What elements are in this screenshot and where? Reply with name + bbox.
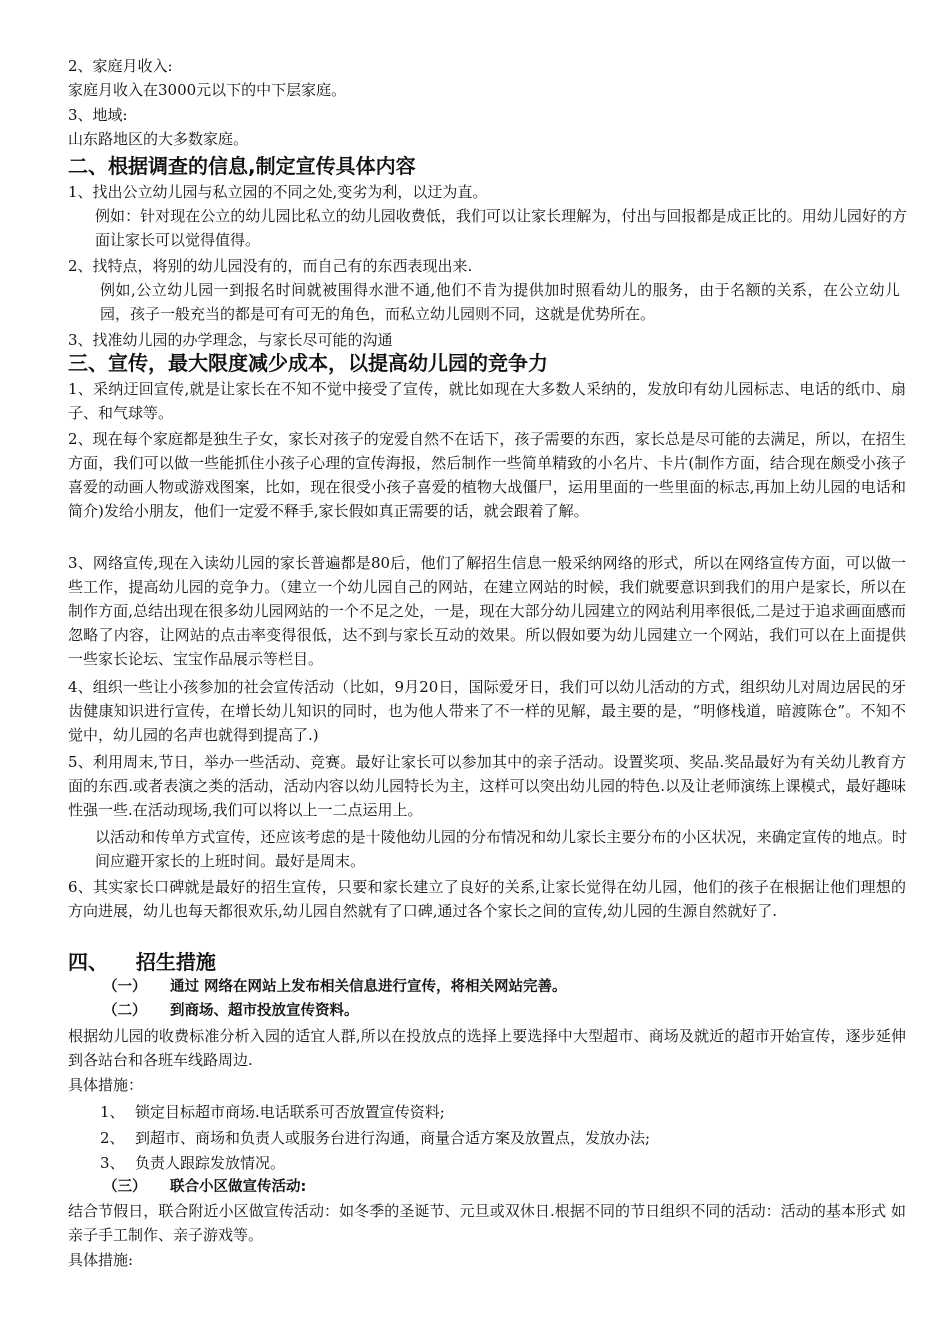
s3-item-1-text: 1、采纳迂回宣传,就是让家长在不知不觉中接受了宣传，就比如现在大多数人采纳的，发放印有幼儿园标志、电话的纸巾、扇子、和气球等。 [68,380,906,422]
income-text: 家庭月收入在3000元以下的中下层家庭。 [68,81,347,99]
s3-item-1 [68,377,906,425]
s3-item-3: 3、网络宣传,现在入读幼儿园的家长普遍都是80后，他们了解招生信息一般采纳网络的形式，所以在网络宣传方面，可以做一些工作，提高幼儿园的竞争力。（建立一个幼儿园自己的网站，在建立网站的时候，我们就要意识到我们的用户是家长，所以在制作方面,总结出现在很多幼儿园网站的一个不足之处，一是，现在大部分幼儿园建立的网站利用率很低,二是过于追求画面感而忽略了内容，让网站的点击率变得很低，达不到与家长互动的效果。所以假如要为幼儿园建立一个网站，我们可以在上面提供一些家长论坛、宝宝作品展示等栏目。 [68,554,906,668]
region-label: 3、地域: [68,106,128,124]
s4-b-number: （二） [103,1003,147,1019]
s2-item-2-example: 例如,公立幼儿园一到报名时间就被围得水泄不通,他们不肯为提供加时照看幼儿的服务，由于名额的关系，在公立幼儿园，孩子一般充当的都是可有可无的角色，而私立幼儿园则不同，这就是优势所在。 [100,281,900,323]
measure-3-text: 负责人跟踪发放情况。 [135,1154,286,1172]
s2-item-1-example: 例如：针对现在公立的幼儿园比私立的幼儿园收费低，我们可以让家长理解为，付出与回报都是成正比的。用幼儿园好的方面让家长可以觉得值得。 [95,207,907,249]
s4-c-number: （三） [103,1179,147,1195]
s3-item-2: 2、现在每个家庭都是独生子女，家长对孩子的宠爱自然不在话下，孩子需要的东西，家长总是尽可能的去满足，所以，在招生方面，我们可以做一些能抓住小孩子心理的宣传海报，然后制作一些简单精致的小名片、卡片(制作方面，结合现在颇受小孩子喜爱的动画人物或游戏图案，比如，现在很受小孩子喜爱的植物大战僵尸，运用里面的一些里面的标志,再加上幼儿园的电话和简介)发给小朋友，他们一定爱不释手,家长假如真正需要的话，就会跟着了解。 [68,430,906,520]
measure-1-text: 锁定目标超市商场.电话联系可否放置宣传资料; [135,1103,445,1121]
s3-item-6: 6、其实家长口碑就是最好的招生宣传，只要和家长建立了良好的关系,让家长觉得在幼儿园，他们的孩子在根据让他们理想的方向进展，幼儿也每天都很欢乐,幼儿园自然就有了口碑,通过各个家长之间的宣传,幼儿园的生源自然就好了. [68,878,906,920]
s4-a-text: 通过 网络在网站上发布相关信息进行宣传，将相关网站完善。 [170,979,567,995]
s4-b-description: 根据幼儿园的收费标准分析入园的适宜人群,所以在投放点的选择上要选择中大型超市、商场及就近的超市开始宣传，逐步延伸到各站台和各班车线路周边. [68,1027,906,1069]
s4-a-number: （一） [103,979,147,995]
section-3-heading: 三、宣传，最大限度减少成本，以提高幼儿园的竞争力 [68,351,548,375]
measures-label-1: 具体措施： [68,1076,144,1094]
income-label: 2、家庭月收入: [68,57,173,75]
region-text: 山东路地区的大多数家庭。 [68,130,249,148]
measure-2-number: 2、 [100,1129,125,1147]
measure-1-number: 1、 [100,1103,125,1121]
section-4-heading: 四、 招生措施 [68,950,216,974]
s4-b-title: 到商场、超市投放宣传资料。 [170,1003,359,1019]
s3-item-5: 5、利用周末,节日，举办一些活动、竞赛。最好让家长可以参加其中的亲子活动。设置奖项、奖品.奖品最好为有关幼儿教育方面的东西.或者表演之类的活动，活动内容以幼儿园特长为主，这样可以突出幼儿园的特色.以及让老师演练上课模式，最好趣味性强一些.在活动现场,我们可以将以上一二点运用上。 [68,753,906,819]
s3-item-4: 4、组织一些让小孩参加的社会宣传活动（比如，9月20日，国际爱牙日，我们可以幼儿活动的方式，组织幼儿对周边居民的牙齿健康知识进行宣传，在增长幼儿知识的同时，也为他人带来了不一样的见解，最主要的是，“明修栈道，暗渡陈仓”。不知不觉中，幼儿园的名声也就得到提高了.) [68,678,906,744]
s2-item-1: 1、找出公立幼儿园与私立园的不同之处,变劣为利，以迂为直。 [68,183,488,201]
measures-label-2: 具体措施: [68,1251,134,1269]
s4-c-description: 结合节假日，联合附近小区做宣传活动：如冬季的圣诞节、元旦或双休日.根据不同的节日组织不同的活动：活动的基本形式 如亲子手工制作、亲子游戏等。 [68,1202,906,1244]
s2-item-2: 2、找特点，将别的幼儿园没有的，而自己有的东西表现出来. [68,257,473,275]
s4-c-title: 联合小区做宣传活动: [170,1179,307,1195]
measure-2-text: 到超市、商场和负责人或服务台进行沟通，商量合适方案及放置点，发放办法; [135,1129,651,1147]
s3-item-5-note: 以活动和传单方式宣传，还应该考虑的是十陵他幼儿园的分布情况和幼儿家长主要分布的小区状况，来确定宣传的地点。时间应避开家长的上班时间。最好是周末。 [95,828,907,870]
measure-3-number: 3、 [100,1154,125,1172]
s2-item-3: 3、找准幼儿园的办学理念，与家长尽可能的沟通 [68,331,393,349]
section-2-heading: 二、根据调查的信息,制定宣传具体内容 [68,154,416,178]
